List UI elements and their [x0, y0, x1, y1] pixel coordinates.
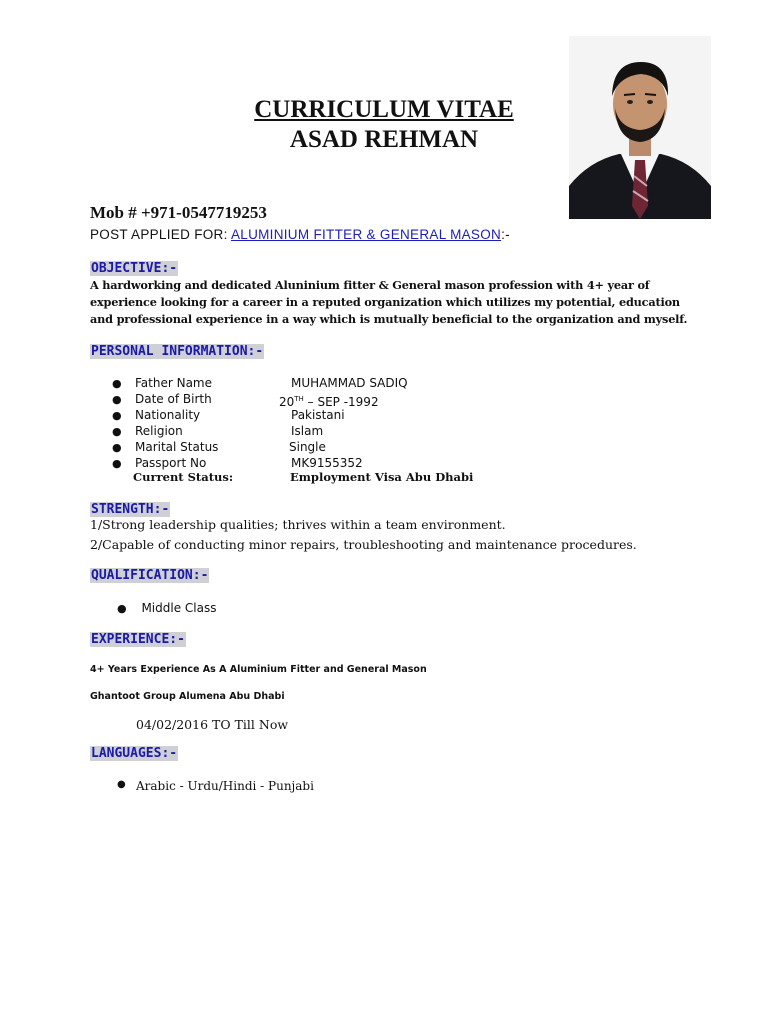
info-value: MK9155352	[291, 456, 363, 470]
post-applied-job: ALUMINIUM FITTER & GENERAL MASON	[230, 227, 502, 242]
languages-label: Arabic - Urdu/Hindi - Punjabi	[136, 779, 314, 793]
objective-text: A hardworking and dedicated Aluninium fitter & General mason profession with 4+ year of experience looking for a career in a reputed organization which utilizes my potential, education and professional experience in a way which is mutually beneficial to the organization and myself.	[90, 278, 688, 326]
list-item	[112, 439, 326, 455]
languages-item	[117, 779, 314, 793]
bullet-icon: ●	[112, 425, 122, 438]
post-applied-label: POST APPLIED FOR:	[90, 227, 231, 242]
candidate-name: ASAD REHMAN	[289, 126, 479, 153]
bullet-icon: ●	[112, 409, 122, 422]
info-label: Nationality	[135, 408, 201, 422]
experience-summary: 4+ Years Experience As A Aluminium Fitter and General Mason	[90, 664, 427, 675]
dob-superscript: TH	[294, 395, 304, 403]
bullet-icon: ●	[112, 441, 122, 454]
current-status-value: Employment Visa Abu Dhabi	[290, 470, 474, 484]
strength-item: 2/Capable of conducting minor repairs, troubleshooting and maintenance procedures.	[90, 537, 637, 552]
info-label: Passport No	[135, 456, 207, 470]
list-item	[112, 423, 324, 439]
bullet-icon: ●	[112, 393, 122, 406]
experience-heading: EXPERIENCE:-	[91, 632, 185, 647]
info-label: Father Name	[135, 376, 212, 390]
post-applied-suffix: :-	[501, 227, 510, 242]
qualification-label: Middle Class	[141, 601, 217, 615]
profile-photo	[569, 36, 711, 219]
list-item	[112, 407, 345, 423]
info-value: Single	[289, 440, 326, 454]
info-label: Date of Birth	[135, 392, 212, 406]
strength-heading: STRENGTH:-	[91, 502, 170, 517]
list-item	[112, 375, 408, 391]
bullet-icon: ●	[112, 377, 122, 390]
list-item	[112, 455, 363, 471]
experience-period: 04/02/2016 TO Till Now	[136, 717, 289, 732]
info-value: Pakistani	[291, 408, 345, 422]
qualification-item	[117, 600, 216, 617]
info-label: Religion	[135, 424, 183, 438]
strength-item: 1/Strong leadership qualities; thrives within a team environment.	[90, 517, 506, 532]
mobile-number: Mob # +971-0547719253	[90, 203, 267, 222]
post-applied	[90, 227, 510, 242]
document-title: CURRICULUM VITAE	[254, 96, 514, 123]
qualification-heading: QUALIFICATION:-	[91, 568, 209, 583]
current-status-label: Current Status:	[133, 470, 234, 484]
personal-info-list	[112, 375, 408, 471]
experience-company: Ghantoot Group Alumena Abu Dhabi	[90, 691, 285, 702]
info-value: MUHAMMAD SADIQ	[291, 376, 408, 390]
dob-rest: – SEP -1992	[303, 395, 379, 409]
list-item	[112, 391, 379, 409]
bullet-icon: ●	[112, 457, 122, 470]
bullet-icon: ●	[117, 779, 126, 790]
personal-info-heading: PERSONAL INFORMATION:-	[91, 344, 264, 359]
languages-heading: LANGUAGES:-	[91, 746, 178, 761]
person-portrait-icon	[569, 36, 711, 219]
objective-heading: OBJECTIVE:-	[91, 261, 178, 276]
dob-day: 20	[279, 395, 295, 409]
info-value: Islam	[291, 424, 324, 438]
bullet-icon: ●	[117, 602, 127, 615]
info-label: Marital Status	[135, 440, 219, 454]
